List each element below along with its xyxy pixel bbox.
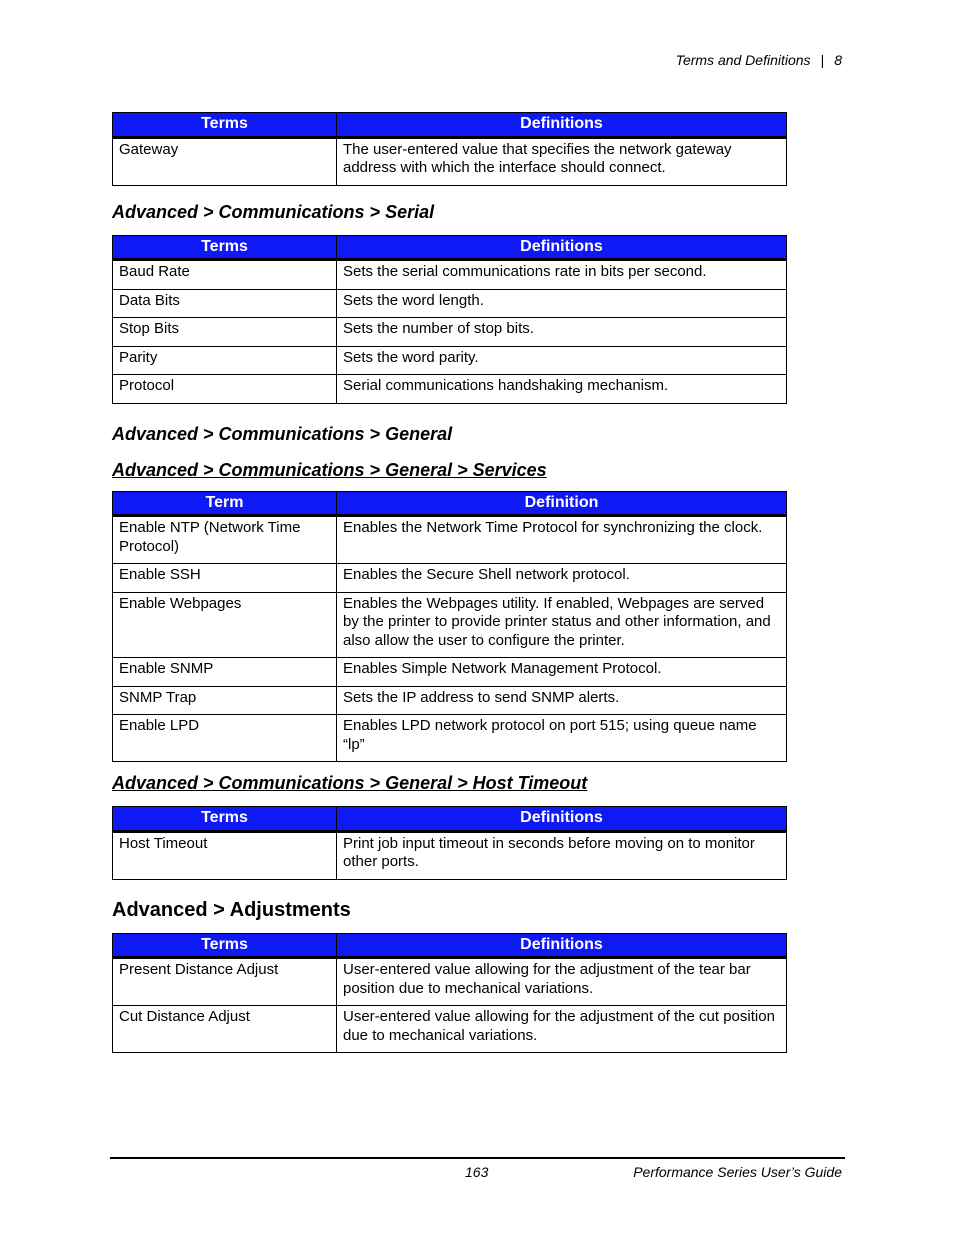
serial-heading: Advanced > Communications > Serial — [112, 201, 435, 222]
table-row — [113, 137, 787, 185]
services-heading: Advanced > Communications > General > Services — [112, 459, 547, 480]
serial-table — [112, 235, 787, 404]
term-cell: Data Bits — [113, 289, 337, 318]
definition-cell: Sets the number of stop bits. — [337, 318, 787, 347]
table-row — [113, 686, 787, 715]
definition-cell: Serial communications handshaking mechanism. — [337, 375, 787, 404]
term-cell: Host Timeout — [113, 831, 337, 879]
term-cell: Enable LPD — [113, 715, 337, 762]
table-row — [113, 346, 787, 375]
host-timeout-table — [112, 806, 787, 880]
page-content — [112, 112, 786, 1053]
services-header-term: Term — [113, 491, 337, 516]
term-cell: Baud Rate — [113, 260, 337, 290]
general-heading: Advanced > Communications > General — [112, 423, 453, 444]
term-cell: Cut Distance Adjust — [113, 1006, 337, 1053]
page-number: 163 — [465, 1164, 489, 1180]
table-row — [113, 592, 787, 658]
running-header — [676, 52, 842, 68]
term-cell: Protocol — [113, 375, 337, 404]
table-row — [113, 318, 787, 347]
definition-cell: The user-entered value that specifies the network gateway address with which the interface should connect. — [337, 137, 787, 185]
table-row — [113, 831, 787, 879]
services-header-definition: Definition — [337, 491, 787, 516]
definition-cell: Sets the word parity. — [337, 346, 787, 375]
definition-cell: Print job input timeout in seconds before moving on to monitor other ports. — [337, 831, 787, 879]
definition-cell: Enables the Webpages utility. If enabled, Webpages are served by the printer to provide printer status and other information, and also allow the user to configure the printer. — [337, 592, 787, 658]
running-header-chapter: 8 — [834, 52, 842, 68]
definition-cell: Sets the serial communications rate in bits per second. — [337, 260, 787, 290]
definition-cell: Enables LPD network protocol on port 515; using queue name “lp” — [337, 715, 787, 762]
term-cell: Enable SSH — [113, 564, 337, 593]
running-header-section: Terms and Definitions — [675, 52, 811, 68]
adjustments-heading: Advanced > Adjustments — [112, 898, 351, 921]
host-timeout-heading: Advanced > Communications > General > Host Timeout — [112, 773, 588, 793]
table-row — [113, 375, 787, 404]
term-cell: Enable NTP (Network Time Protocol) — [113, 516, 337, 564]
table-row — [113, 715, 787, 762]
term-cell: Enable SNMP — [113, 658, 337, 687]
gateway-table — [112, 112, 787, 186]
definition-cell: Enables Simple Network Management Protocol. — [337, 658, 787, 687]
table-row — [113, 658, 787, 687]
term-cell: Gateway — [113, 137, 337, 185]
term-cell: Stop Bits — [113, 318, 337, 347]
host-timeout-header-definition: Definitions — [337, 807, 787, 832]
adjustments-table — [112, 933, 787, 1054]
definition-cell: Sets the word length. — [337, 289, 787, 318]
table-row — [113, 564, 787, 593]
table-row — [113, 260, 787, 290]
footer-rule — [110, 1157, 845, 1159]
running-header-separator: | — [820, 52, 825, 68]
term-cell: Present Distance Adjust — [113, 958, 337, 1006]
definition-cell: User-entered value allowing for the adjustment of the cut position due to mechanical variations. — [337, 1006, 787, 1053]
gateway-header-term: Terms — [113, 113, 337, 138]
table-row — [113, 1006, 787, 1053]
definition-cell: Enables the Secure Shell network protocol. — [337, 564, 787, 593]
table-row — [113, 516, 787, 564]
definition-cell: Sets the IP address to send SNMP alerts. — [337, 686, 787, 715]
adjustments-header-definition: Definitions — [337, 933, 787, 958]
serial-header-term: Terms — [113, 235, 337, 260]
table-row — [113, 958, 787, 1006]
term-cell: SNMP Trap — [113, 686, 337, 715]
term-cell: Parity — [113, 346, 337, 375]
services-table — [112, 491, 787, 763]
definition-cell: Enables the Network Time Protocol for synchronizing the clock. — [337, 516, 787, 564]
adjustments-header-term: Terms — [113, 933, 337, 958]
serial-header-definition: Definitions — [337, 235, 787, 260]
term-cell: Enable Webpages — [113, 592, 337, 658]
host-timeout-header-term: Terms — [113, 807, 337, 832]
definition-cell: User-entered value allowing for the adjustment of the tear bar position due to mechanical variations. — [337, 958, 787, 1006]
table-row — [113, 289, 787, 318]
guide-title: Performance Series User’s Guide — [633, 1164, 842, 1180]
gateway-header-definition: Definitions — [337, 113, 787, 138]
